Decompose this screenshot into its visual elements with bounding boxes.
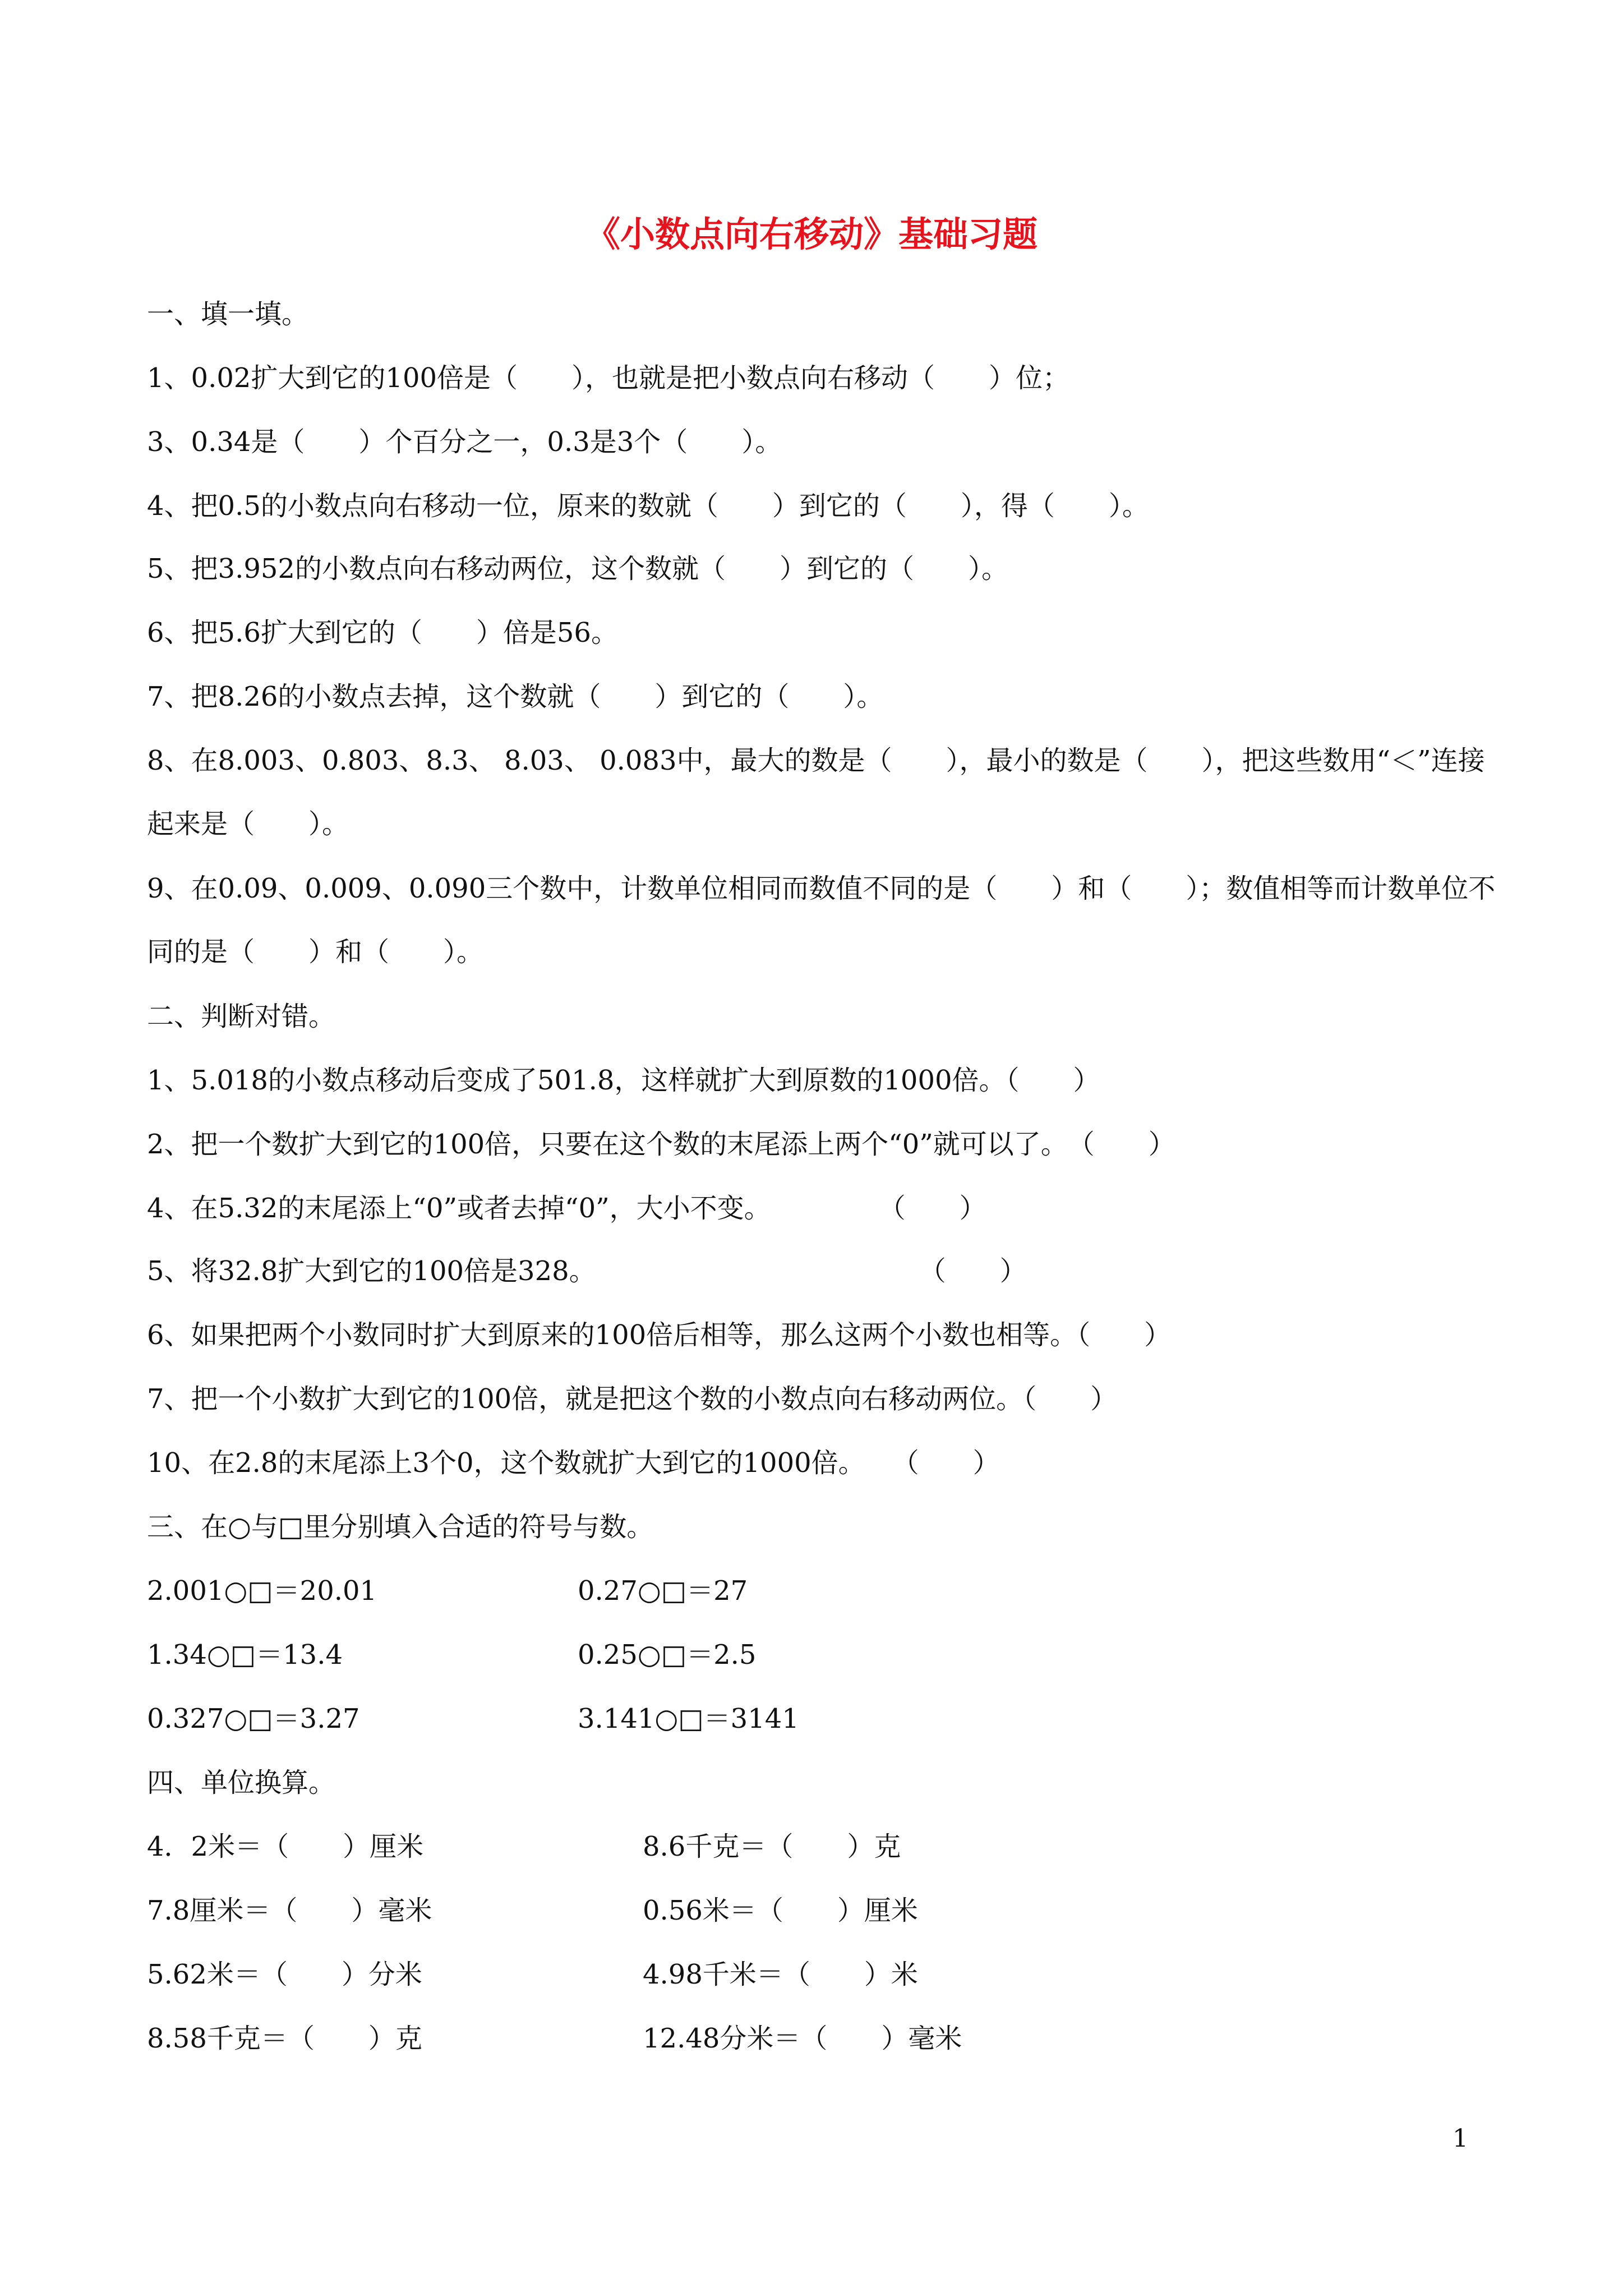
question-1-9: 9、在0.09、0.009、0.090三个数中，计数单位相同而数值不同的是（ ）和（ ）；数值相等而计数单位不同的是（ ）和（ ）。 [147, 873, 1496, 968]
fill-symbol-right-2: 0.25○□＝2.5 [578, 1639, 757, 1671]
judge-2: 2、把一个数扩大到它的100倍，只要在这个数的末尾添上两个“0”就可以了。 （ ） [147, 1129, 1175, 1160]
unit-left-3: 5.62米＝（ ）分米 [147, 1959, 422, 1990]
question-1-7: 7、把8.26的小数点去掉，这个数就（ ）到它的（ ）。 [147, 681, 884, 712]
question-1-3: 3、0.34是（ ）个百分之一，0.3是3个（ ）。 [147, 426, 782, 458]
judge-10: 10、在2.8的末尾添上3个0，这个数就扩大到它的1000倍。 （ ） [147, 1447, 1000, 1479]
question-1-6: 6、把5.6扩大到它的（ ）倍是56。 [147, 617, 618, 648]
fill-symbol-left-1: 2.001○□＝20.01 [147, 1575, 377, 1607]
section-4-heading: 四、单位换算。 [147, 1767, 336, 1798]
unit-right-3: 4.98千米＝（ ）米 [643, 1959, 918, 1990]
unit-right-4: 12.48分米＝（ ）毫米 [643, 2023, 962, 2054]
fill-symbol-left-3: 0.327○□＝3.27 [147, 1703, 360, 1734]
question-1-5: 5、把3.952的小数点向右移动两位，这个数就（ ）到它的（ ）。 [147, 553, 1008, 585]
unit-left-1: 4．2米＝（ ）厘米 [147, 1831, 424, 1862]
judge-1: 1、5.018的小数点移动后变成了501.8，这样就扩大到原数的1000倍。（ ） [147, 1065, 1100, 1096]
judge-4: 4、在5.32的末尾添上“0”或者去掉“0”，大小不变。 （ ） [147, 1193, 986, 1224]
fill-symbol-right-3: 3.141○□＝3141 [578, 1703, 799, 1734]
unit-right-1: 8.6千克＝（ ）克 [643, 1831, 901, 1862]
page-number: 1 [1453, 2124, 1468, 2153]
unit-right-2: 0.56米＝（ ）厘米 [643, 1895, 918, 1926]
question-1-8: 8、在8.003、0.803、8.3、 8.03、 0.083中，最大的数是（ ），最小的数是（ ），把这些数用“＜”连接起来是（ ）。 [147, 745, 1485, 840]
judge-7: 7、把一个小数扩大到它的100倍，就是把这个数的小数点向右移动两位。（ ） [147, 1383, 1118, 1415]
section-1-heading: 一、填一填。 [147, 298, 309, 330]
section-3-heading: 三、在○与□里分别填入合适的符号与数。 [147, 1511, 654, 1543]
fill-symbol-right-1: 0.27○□＝27 [578, 1575, 748, 1607]
fill-symbol-left-2: 1.34○□＝13.4 [147, 1639, 343, 1671]
unit-left-2: 7.8厘米＝（ ）毫米 [147, 1895, 432, 1926]
judge-6: 6、如果把两个小数同时扩大到原来的100倍后相等，那么这两个小数也相等。（ ） [147, 1319, 1172, 1351]
page-title: 《小数点向右移动》基础习题 [585, 214, 1038, 255]
judge-5: 5、将32.8扩大到它的100倍是328。 （ ） [147, 1255, 1027, 1287]
unit-left-4: 8.58千克＝（ ）克 [147, 2023, 422, 2054]
question-1-1: 1、0.02扩大到它的100倍是（ ），也就是把小数点向右移动（ ）位； [147, 362, 1070, 394]
question-1-4: 4、把0.5的小数点向右移动一位，原来的数就（ ）到它的（ ），得（ ）。 [147, 490, 1149, 522]
section-2-heading: 二、判断对错。 [147, 1001, 336, 1032]
